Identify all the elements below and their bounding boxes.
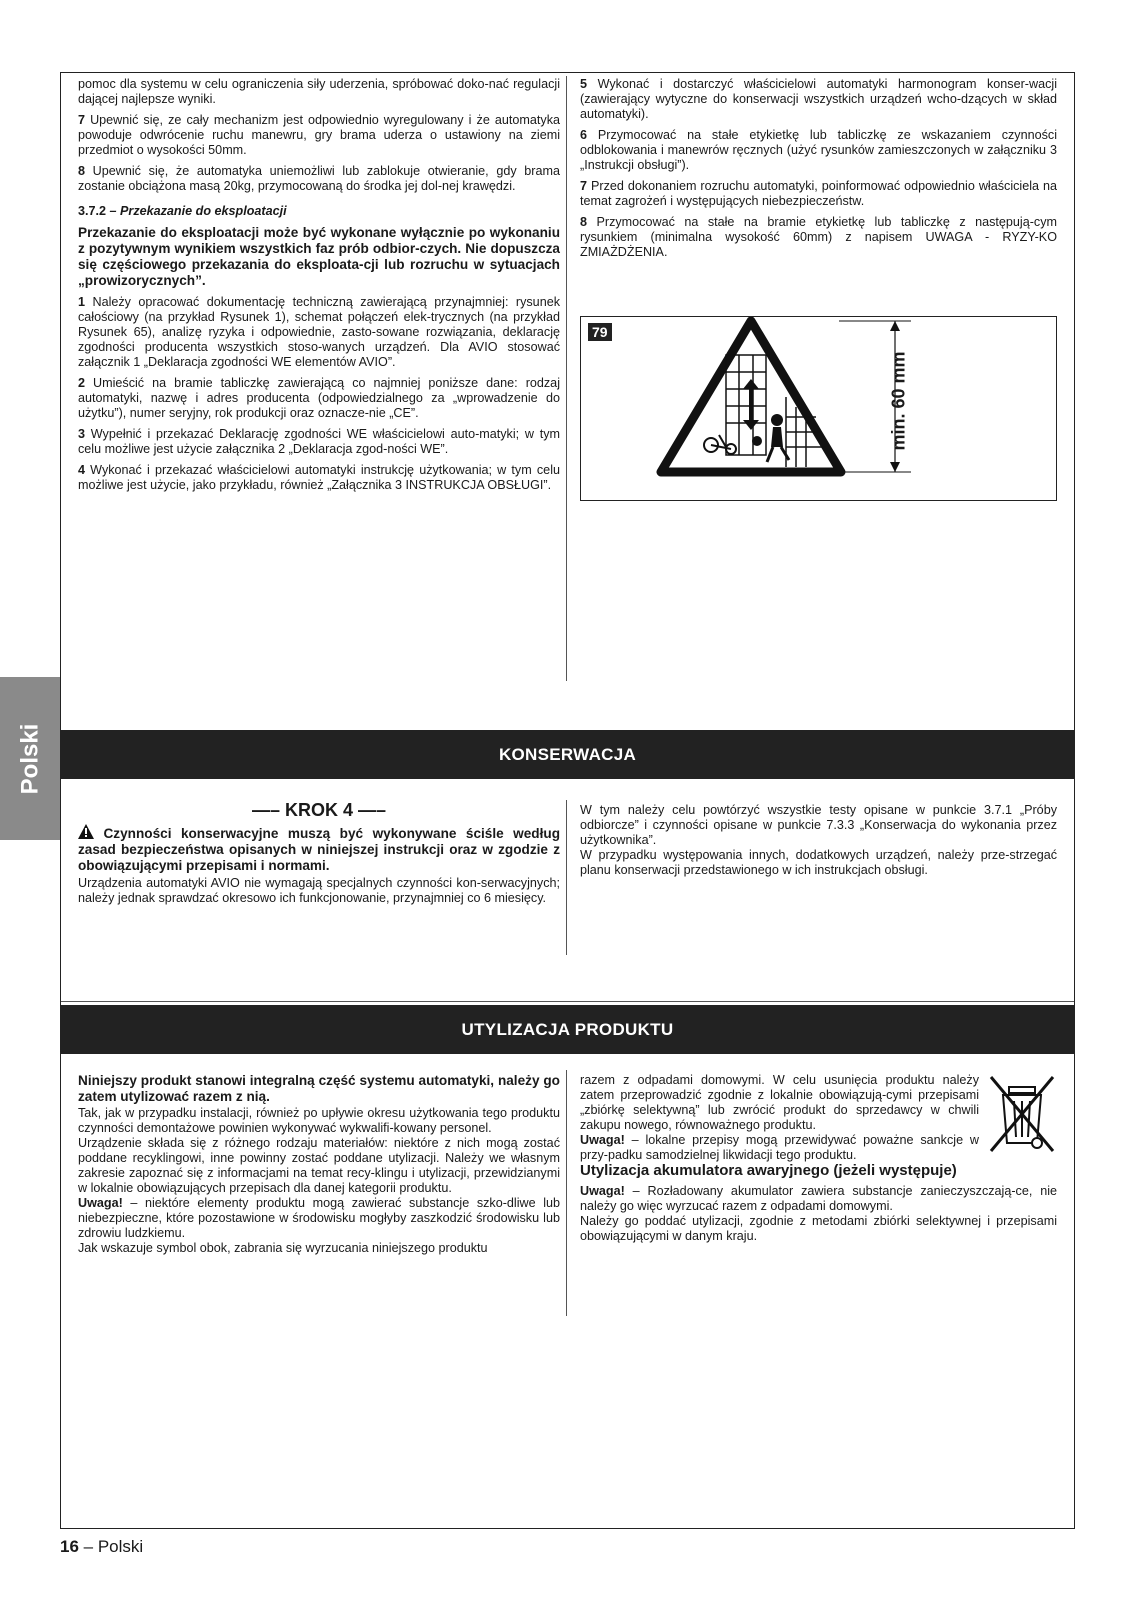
column-divider [566,76,567,681]
paragraph: 8 Przymocować na stałe na bramie etykietkę lub tabliczkę z następują-cym rysunkiem (minimalna wysokość 60mm) z napisem UWAGA - RYZY-KO ZMIAŻDŻENIA. [580,215,1057,259]
bold-paragraph: Przekazanie do eksploatacji może być wykonane wyłącznie po wykonaniu z pozytywnym wynikiem wszystkich faz prób odbior-czych. Nie dopuszcza się częściowego przekazania do eksploata-cji lub rozruchu w sytuacjach „prowizorycznych”. [78,225,560,288]
battery-heading: Utylizacja akumulatora awaryjnego (jeżeli występuje) [580,1162,957,1179]
paragraph: 5 Wykonać i dostarczyć właścicielowi automatyki harmonogram konser-wacji (zawierający wytyczne do konserwacji wszystkich urządzeń wcho-dzących w skład automatyki). [580,77,1057,121]
konserwacja-right-column [580,803,1057,884]
top-left-column [78,77,560,499]
paragraph: Urządzenia automatyki AVIO nie wymagają specjalnych czynności kon-serwacyjnych; należy jednak sprawdzać okresowo ich funkcjonowanie, przynajmniej co 6 miesięcy. [78,876,560,905]
paragraph: W przypadku występowania innych, dodatkowych urządzeń, należy prze-strzegać planu konserwacji przedstawionego w ich instrukcjach obsługi. [580,848,1057,877]
paragraph: 2 Umieścić na bramie tabliczkę zawierającą co najmniej poniższe dane: rodzaj automatyki, nazwę i adres producenta (odpowiedzialnego za „wprowadzenie do użytku”), numer seryjny, rok produkcji oraz oznacze-nie „CE”. [78,376,560,420]
language-tab-label: Polski [16,723,44,794]
minimum-height-label: min. 60 mm [888,351,909,451]
language-side-tab [0,677,60,840]
paragraph: Uwaga! – lokalne przepisy mogą przewidywać poważne sankcje w przy-padku samodzielnej likwidacji tego produktu. [580,1133,979,1162]
crushing-hazard-sign-icon [581,317,1056,500]
paragraph: Jak wskazuje symbol obok, zabrania się wyrzucania niniejszego produktu [78,1241,488,1255]
paragraph: 4 Wykonać i przekazać właścicielowi automatyki instrukcję użytkowania; w tym celu możliwe jest użycie, jako przykładu, również „Załącznika 3 INSTRUKCJA OBSŁUGI”. [78,463,560,492]
paragraph: razem z odpadami domowymi. W celu usunięcia produktu należy zatem przeprowadzić zgodnie z lokalnie obowiązują-cymi przepisami „zbiórkę selektywną” lub zwrócić produkt do sprzedawcy w chwili zakupu nowego, równoważnego produktu. [580,1073,979,1132]
paragraph: Urządzenie składa się z różnego rodzaju materiałów: niektóre z nich mogą zostać poddane recyklingowi, inne powinny zostać poddane utylizacji. Należy we własnym zakresie zapoznać się z informacjami na temat recy-klingu i utylizacji, przewidzianymi w lokalnie obowiązujących przepisach dla danej kategorii produktu. [78,1136,560,1195]
page-footer [60,1537,143,1557]
paragraph: 1 Należy opracować dokumentację techniczną zawierającą przynajmniej: rysunek całościowy (na przykład Rysunek 1), schemat połączeń elek-trycznych (na przykład Rysunek 65), analizę ryzyka i odpowiednie, zasto-sowane rozwiązania, deklarację zgodności producenta wszystkich stoso-wanych urządzeń. Dla AVIO stosować załącznik 1 „Deklaracja zgodności WE elementów AVIO”. [78,295,560,369]
paragraph: 3 Wypełnić i przekazać Deklarację zgodności WE właścicielowi auto-matyki; w tym celu możliwe jest użycie załącznika 2 „Deklaracja zgod-ności WE”. [78,427,560,456]
paragraph: Tak, jak w przypadku instalacji, również po upływie okresu użytkowania tego produktu czynności demontażowe powinien wykonywać wykwalifi-kowany personel. [78,1106,560,1135]
paragraph: 8 Upewnić się, że automatyka uniemożliwi lub zablokuje otwieranie, gdy brama zostanie obciążona masą 20kg, przymocowaną do środka jej dol-nej krawędzi. [78,164,560,193]
section-header-utylizacja: UTYLIZACJA PRODUKTU [61,1005,1074,1054]
paragraph: 6 Przymocować na stałe etykietkę lub tabliczkę ze wskazaniem czynności odblokowania i manewrów ręcznych (użyć rysunków zamieszczonych w załączniku 3 „Instrukcji obsługi”). [580,128,1057,172]
subsection-heading: 3.7.2 – Przekazanie do eksploatacji [78,204,287,218]
utylizacja-right-column [580,1073,1057,1244]
warning-paragraph: Czynności konserwacyjne muszą być wykonywane ściśle według zasad bezpieczeństwa opisanych w niniejszej instrukcji oraz w zgodzie z obowiązującymi przepisami i normami. [78,826,560,873]
paragraph: Uwaga! – niektóre elementy produktu mogą zawierać substancje szko-dliwe lub niebezpieczne, które pozostawione w środowisku mogłyby zaszkodzić środowisku lub zdrowiu ludzkiemu. [78,1196,560,1240]
footer-language: – Polski [78,1537,144,1556]
step-heading: —– KROK 4 —– [251,800,387,820]
crossed-bin-icon [987,1073,1057,1155]
figure-79 [580,316,1057,501]
paragraph: W tym należy celu powtórzyć wszystkie testy opisane w punkcie 3.7.1 „Próby odbiorcze” i czynności opisane w punkcie 7.3.3 „Konserwacja do wykonania przez użytkownika”. [580,803,1057,847]
section-divider [61,1001,1074,1002]
paragraph: Uwaga! – Rozładowany akumulator zawiera substancje zanieczyszczają-ce, nie należy go więc wyrzucać razem z odpadami domowymi. [580,1184,1057,1213]
paragraph: 7 Przed dokonaniem rozruchu automatyki, poinformować odpowiednio właściciela na temat zagrożeń i występujących niebezpieczeństw. [580,179,1057,208]
top-right-column [580,77,1057,266]
column-divider [566,1070,567,1316]
utylizacja-left-column [78,1073,560,1256]
warning-icon [78,824,94,839]
paragraph: pomoc dla systemu w celu ograniczenia siły uderzenia, spróbować doko-nać regulacji dającej najlepsze wyniki. [78,77,560,106]
paragraph: Należy go poddać utylizacji, zgodnie z metodami zbiórki selektywnej i przepisami obowiązującymi w danym kraju. [580,1214,1057,1243]
paragraph: 7 Upewnić się, ze cały mechanizm jest odpowiednio wyregulowany i że automatyka powoduje odwrócenie ruchu manewru, gry brama uderza o ustawiony na ziemi przedmiot o wysokości 50mm. [78,113,560,157]
page-number: 16 [60,1537,79,1556]
section-header-konserwacja: KONSERWACJA [61,730,1074,779]
konserwacja-left-column [78,800,560,912]
column-divider [566,800,567,955]
figure-number: 79 [588,323,612,341]
bold-paragraph: Niniejszy produkt stanowi integralną część systemu automatyki, należy go zatem utylizować razem z nią. [78,1073,560,1104]
